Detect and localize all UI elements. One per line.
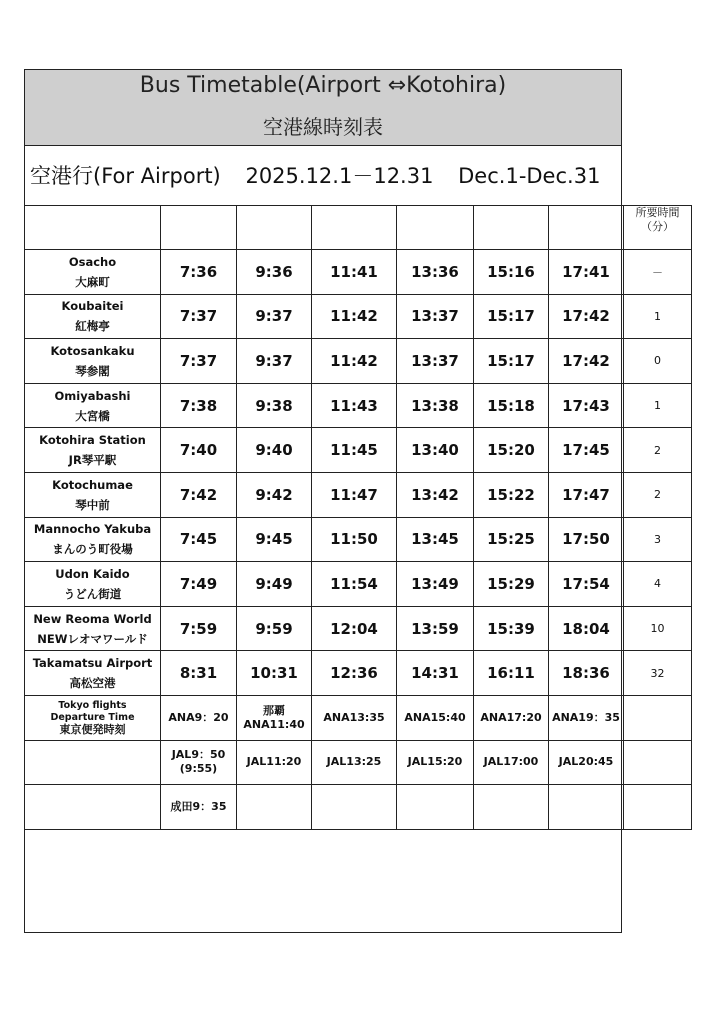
header-cell [237,206,312,250]
stop-name-japanese: 紅梅亭 [75,319,110,334]
departure-time-cell: 11:47 [312,472,397,517]
flight-label-cell [25,785,161,830]
stop-name-english: Kotochumae [52,477,133,492]
stop-name-english: Kotosankaku [50,343,135,358]
stop-name-english: Koubaitei [61,299,124,314]
flight-time-cell [397,740,474,785]
flight-time-cell [397,785,474,830]
travel-minutes-cell: 0 [624,339,692,384]
departure-time-cell: 12:04 [312,606,397,651]
minutes-header-label: 所要時間 [635,206,680,219]
departure-time-cell: 7:40 [161,428,237,473]
travel-minutes-cell: 4 [624,562,692,607]
empty-minutes-cell [624,740,692,785]
flight-time-line2: ANA11:40 [243,717,305,731]
flight-time-cell [549,740,624,785]
departure-time-cell: 7:45 [161,517,237,562]
flight-label-cell [25,695,161,740]
departure-time-cell: 13:45 [397,517,474,562]
header-row [25,206,692,250]
stop-name-english: Takamatsu Airport [32,656,153,671]
departure-time-cell: 11:50 [312,517,397,562]
departure-time-cell: 17:42 [549,294,624,339]
departure-time-cell: 17:42 [549,339,624,384]
date-range-numeric: 2025.12.1－12.31 [245,164,434,188]
flight-time-cell [312,695,397,740]
departure-time-cell: 13:42 [397,472,474,517]
departure-time-cell: 18:36 [549,651,624,696]
departure-time-cell: 7:36 [161,250,237,295]
flight-label-line1: Tokyo flights [58,699,127,711]
subheading [30,160,600,190]
stop-name-japanese: うどん街道 [63,586,122,601]
title-band [24,69,622,146]
departure-time-cell: 9:36 [237,250,312,295]
header-cell [549,206,624,250]
departure-time-cell: 9:40 [237,428,312,473]
header-cell [25,206,161,250]
departure-time-cell: 11:54 [312,562,397,607]
stop-name-japanese: 琴中前 [75,497,110,512]
travel-minutes-cell: 32 [624,651,692,696]
empty-minutes-cell [624,695,692,740]
flight-time-cell [549,785,624,830]
stop-row [25,339,692,384]
flight-row [25,785,692,830]
departure-time-cell: 12:36 [312,651,397,696]
timetable-grid [24,205,692,830]
departure-time-cell: 17:41 [549,250,624,295]
departure-time-cell: 9:45 [237,517,312,562]
stop-name-english: Udon Kaido [55,566,130,581]
flight-time-line1: JAL11:20 [246,755,302,769]
departure-time-cell: 13:37 [397,294,474,339]
flight-time-cell [397,695,474,740]
flight-time-cell [549,695,624,740]
stop-row [25,294,692,339]
header-cell [312,206,397,250]
departure-time-cell: 8:31 [161,651,237,696]
header-cell [397,206,474,250]
flight-time-cell [237,695,312,740]
stop-name-english: Osacho [68,254,117,269]
departure-time-cell: 15:16 [474,250,549,295]
travel-minutes-cell: 2 [624,472,692,517]
departure-time-cell: 13:38 [397,383,474,428]
departure-time-cell: 10:31 [237,651,312,696]
flight-time-cell [161,785,237,830]
stop-name-english: Mannocho Yakuba [33,522,152,537]
flight-time-cell [237,785,312,830]
stop-row [25,250,692,295]
departure-time-cell: 13:36 [397,250,474,295]
departure-time-cell: 15:20 [474,428,549,473]
stop-name-cell [25,472,161,517]
departure-time-cell: 9:37 [237,339,312,384]
stop-name-japanese: まんのう町役場 [52,542,133,557]
departure-time-cell: 15:22 [474,472,549,517]
stop-name-japanese: 大宮橋 [75,408,110,423]
departure-time-cell: 11:43 [312,383,397,428]
stop-row [25,428,692,473]
travel-minutes-cell: 3 [624,517,692,562]
departure-time-cell: 9:59 [237,606,312,651]
stop-name-cell [25,428,161,473]
flight-time-line1: JAL13:25 [326,755,382,769]
departure-time-cell: 7:59 [161,606,237,651]
stop-row [25,383,692,428]
flight-time-line1: JAL15:20 [407,755,463,769]
departure-time-cell: 7:49 [161,562,237,607]
departure-time-cell: 7:38 [161,383,237,428]
stop-name-japanese: JR琴平駅 [68,453,117,468]
departure-time-cell: 11:45 [312,428,397,473]
departure-time-cell: 15:29 [474,562,549,607]
departure-time-cell: 11:42 [312,294,397,339]
flight-row [25,740,692,785]
departure-time-cell: 17:47 [549,472,624,517]
flight-time-cell [161,740,237,785]
departure-time-cell: 13:40 [397,428,474,473]
stop-name-cell [25,517,161,562]
date-range-english: Dec.1-Dec.31 [458,164,601,188]
title-english: Bus Timetable(Airport ⇔Kotohira) [139,73,507,98]
departure-time-cell: 9:49 [237,562,312,607]
departure-time-cell: 18:04 [549,606,624,651]
flight-time-line1: ANA9：20 [168,710,229,724]
departure-time-cell: 9:38 [237,383,312,428]
travel-minutes-cell: 1 [624,383,692,428]
flight-time-cell [161,695,237,740]
flight-label-japanese: 東京便発時刻 [59,722,126,736]
stop-name-english: New Reoma World [33,611,152,626]
flight-time-line1: JAL17:00 [483,755,539,769]
stop-name-english: Kotohira Station [39,433,146,448]
flight-time-cell [312,740,397,785]
flight-time-cell [312,785,397,830]
departure-time-cell: 7:37 [161,339,237,384]
minutes-header-unit: （分） [641,220,674,233]
stop-name-cell [25,339,161,384]
departure-time-cell: 15:17 [474,339,549,384]
departure-time-cell: 17:43 [549,383,624,428]
stop-row [25,651,692,696]
departure-time-cell: 14:31 [397,651,474,696]
stop-name-japanese: NEWレオマワールド [37,631,148,646]
flight-label-cell [25,740,161,785]
departure-time-cell: 15:39 [474,606,549,651]
stop-name-cell [25,250,161,295]
departure-time-cell: 17:50 [549,517,624,562]
flight-time-line1: JAL9：50 [171,748,226,762]
flight-time-cell [237,740,312,785]
minutes-header [624,206,692,250]
direction-label: 空港行(For Airport) [30,164,221,188]
stop-name-cell [25,383,161,428]
travel-minutes-cell: 2 [624,428,692,473]
stop-name-japanese: 大麻町 [75,274,110,289]
flight-row [25,695,692,740]
travel-minutes-cell: － [624,250,692,295]
departure-time-cell: 9:42 [237,472,312,517]
header-cell [474,206,549,250]
departure-time-cell: 16:11 [474,651,549,696]
empty-minutes-cell [624,785,692,830]
flight-time-line1: ANA15:40 [404,710,466,724]
flight-time-cell [474,785,549,830]
travel-minutes-cell: 1 [624,294,692,339]
departure-time-cell: 11:42 [312,339,397,384]
header-cell [161,206,237,250]
stop-row [25,606,692,651]
flight-time-line1: ANA13:35 [323,710,385,724]
departure-time-cell: 17:54 [549,562,624,607]
flight-label-line2: Departure Time [50,711,135,723]
flight-time-cell [474,695,549,740]
flight-time-line1: JAL20:45 [558,755,614,769]
stop-row [25,562,692,607]
departure-time-cell: 9:37 [237,294,312,339]
flight-time-line1: ANA17:20 [480,710,542,724]
departure-time-cell: 13:37 [397,339,474,384]
stop-name-cell [25,651,161,696]
flight-time-cell [474,740,549,785]
departure-time-cell: 15:18 [474,383,549,428]
flight-time-line2: (9:55) [179,762,218,776]
stop-row [25,472,692,517]
flight-time-line1: 成田9：35 [170,799,227,813]
stop-name-english: Omiyabashi [54,388,131,403]
stop-name-cell [25,562,161,607]
departure-time-cell: 15:25 [474,517,549,562]
flight-time-line1: ANA19：35 [552,710,620,724]
travel-minutes-cell: 10 [624,606,692,651]
departure-time-cell: 13:49 [397,562,474,607]
stop-name-cell [25,294,161,339]
departure-time-cell: 17:45 [549,428,624,473]
stop-name-japanese: 高松空港 [69,676,116,691]
stop-row [25,517,692,562]
departure-time-cell: 7:37 [161,294,237,339]
departure-time-cell: 11:41 [312,250,397,295]
flight-time-line1: 那覇 [263,703,285,717]
departure-time-cell: 15:17 [474,294,549,339]
stop-name-cell [25,606,161,651]
stop-name-japanese: 琴参閣 [75,363,110,378]
title-japanese: 空港線時刻表 [263,115,383,139]
departure-time-cell: 7:42 [161,472,237,517]
departure-time-cell: 13:59 [397,606,474,651]
